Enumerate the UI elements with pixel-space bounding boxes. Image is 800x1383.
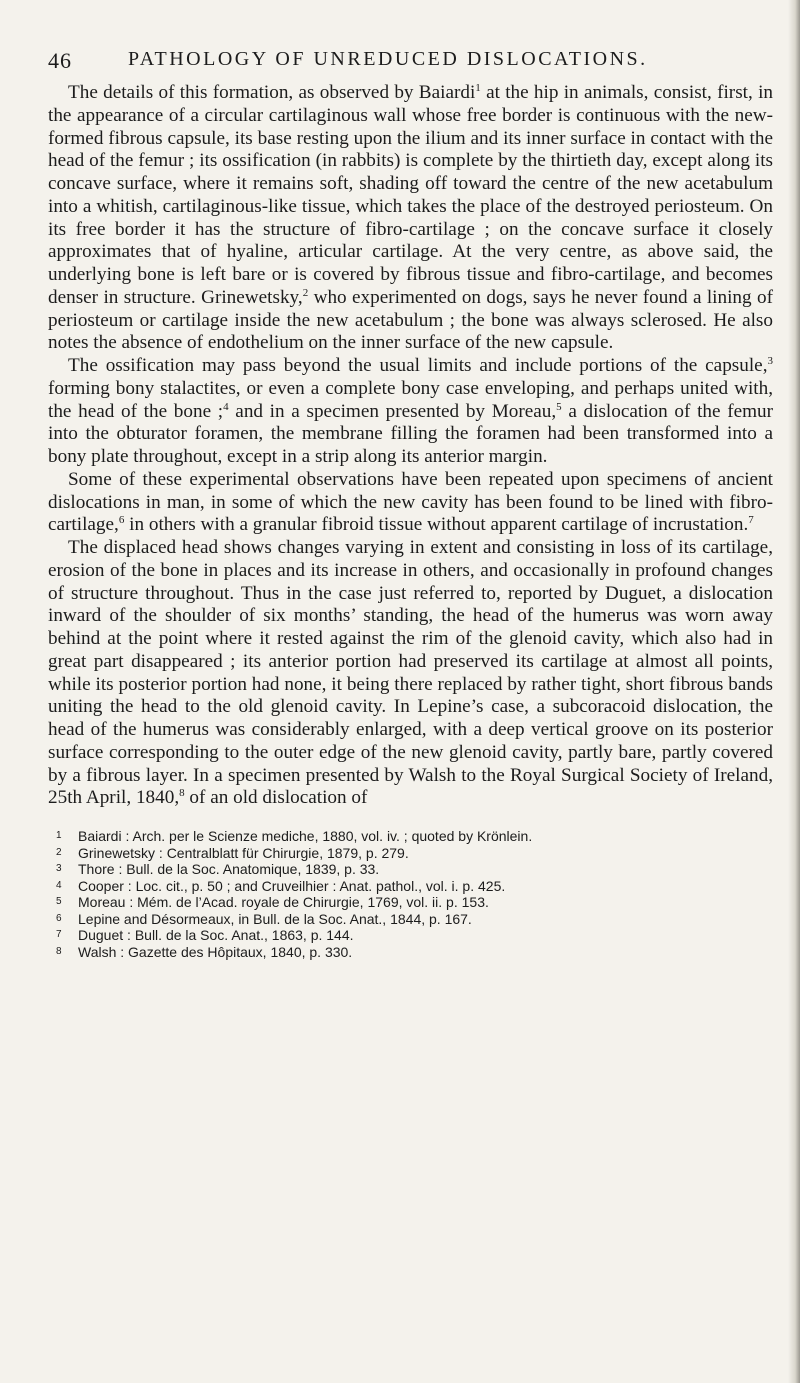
body-text bbox=[48, 82, 773, 810]
footnote-number: 4 bbox=[56, 879, 62, 891]
footnote-ref: 1 bbox=[475, 82, 481, 94]
paragraph: The details of this formation, as observed by Baiardi$^1$ at the hip in animals, consist, first, in the appearance of a circular cartilaginous wall whose free border is continuous with the new-formed fibrous capsule, its base resting upon the ilium and its inner surface in contact with the head of the femur ; its ossification (in rabbits) is complete by the thirtieth day, except along its concave surface, where it remains soft, shading off toward the centre of the new acetabulum into a whitish, cartilaginous-like tissue, which takes the place of the destroyed periosteum. On its free border it has the structure of fibro-cartilage ; on the concave surface it closely approximates that of hyaline, articular cartilage. At the very centre, as above said, the underlying bone is left bare or is covered by fibrous tissue and fibro-cartilage, and becomes denser in structure. Grinewetsky,$^2$ who experimented on dogs, says he never found a lining of periosteum or cartilage inside the new acetabulum ; the bone was always sclerosed. He also notes the absence of endothelium on the inner surface of the new capsule. bbox=[48, 82, 773, 354]
footnote-text: Cooper : Loc. cit., p. 50 ; and Cruveilhier : Anat. pathol., vol. i. p. 425. bbox=[78, 877, 506, 894]
footnote-ref: 3 bbox=[767, 355, 773, 367]
page-header bbox=[48, 48, 773, 82]
paragraph: Some of these experimental observations have been repeated upon specimens of ancient dislocations in man, in some of which the new cavity has been found to be lined with fibro-cartilage,$^6$ in others with a granular fibroid tissue without apparent cartilage of incrustation.$^7$ bbox=[48, 468, 773, 536]
paragraph: The displaced head shows changes varying in extent and consisting in loss of its cartilage, erosion of the bone in places and its increase in others, and occasionally in profound changes of structure throughout. Thus in the case just referred to, reported by Duguet, a dislocation inward of the shoulder of six months’ standing, the head of the humerus was worn away behind at the point where it rested against the rim of the glenoid cavity, which also had in great part disappeared ; its anterior portion had preserved its cartilage at almost all points, while its posterior portion had none, it being there replaced by rather tight, short fibrous bands uniting the head to the old glenoid cavity. In Lepine’s case, a subcoracoid dislocation, the head of the humerus was considerably enlarged, with a deep vertical groove on its posterior surface corresponding to the outer edge of the new glenoid cavity, partly bare, partly covered by a fibrous layer. In a specimen presented by Walsh to the Royal Surgical Society of Ireland, 25th April, 1840,$^8$ of an old dislocation of bbox=[48, 537, 773, 809]
footnote-number: 8 bbox=[56, 945, 62, 957]
page-number: 46 bbox=[48, 48, 72, 73]
footnote-ref: 6 bbox=[118, 514, 125, 527]
footnote-text: Lepine and Désormeaux, in Bull. de la Soc. Anat., 1844, p. 167. bbox=[78, 910, 472, 927]
footnote bbox=[48, 911, 773, 928]
footnote-text: Grinewetsky : Centralblatt für Chirurgie, 1879, p. 279. bbox=[78, 844, 409, 861]
footnote bbox=[48, 878, 773, 895]
footnote-ref: 2 bbox=[302, 286, 309, 299]
footnote-ref: 7 bbox=[748, 514, 754, 527]
footnote-ref: 8 bbox=[179, 787, 185, 800]
footnote-number: 1 bbox=[56, 830, 62, 841]
footnote-text: Moreau : Mém. de l’Acad. royale de Chirurgie, 1769, vol. ii. p. 153. bbox=[78, 894, 489, 910]
running-title: PATHOLOGY OF UNREDUCED DISLOCATIONS. bbox=[128, 48, 648, 70]
footnote-number: 6 bbox=[56, 912, 62, 924]
footnote-text: Thore : Bull. de la Soc. Anatomique, 1839, p. 33. bbox=[78, 861, 380, 877]
footnote bbox=[48, 927, 773, 944]
footnote-number: 2 bbox=[56, 846, 62, 858]
footnote-number: 7 bbox=[56, 929, 62, 940]
footnote-ref: 5 bbox=[556, 400, 562, 413]
footnote-ref: 4 bbox=[223, 400, 229, 413]
footnote bbox=[48, 828, 773, 845]
footnote-text: Walsh : Gazette des Hôpitaux, 1840, p. 330. bbox=[78, 943, 353, 960]
footnote-number: 3 bbox=[56, 863, 62, 874]
footnote-text: Duguet : Bull. de la Soc. Anat., 1863, p. 144. bbox=[78, 927, 354, 943]
footnote bbox=[48, 894, 773, 911]
page-edge-shadow bbox=[788, 0, 800, 1383]
footnotes bbox=[48, 828, 773, 960]
footnote bbox=[48, 944, 773, 961]
footnote-text: Baiardi : Arch. per le Scienze mediche, 1880, vol. iv. ; quoted by Krönlein. bbox=[78, 828, 533, 844]
paragraph: The ossification may pass beyond the usual limits and include portions of the capsule,$^3$ forming bony stalactites, or even a complete bony case enveloping, and perhaps united with, the head of the bone ;$^4$ and in a specimen presented by Moreau,$^5$ a dislocation of the femur into the obturator foramen, the membrane filling the foramen had been transformed into a bony plate throughout, except in a strip along its anterior margin. bbox=[48, 355, 774, 467]
footnote-number: 5 bbox=[56, 896, 62, 907]
book-page bbox=[48, 48, 773, 960]
footnote bbox=[48, 845, 773, 862]
footnote bbox=[48, 861, 773, 878]
